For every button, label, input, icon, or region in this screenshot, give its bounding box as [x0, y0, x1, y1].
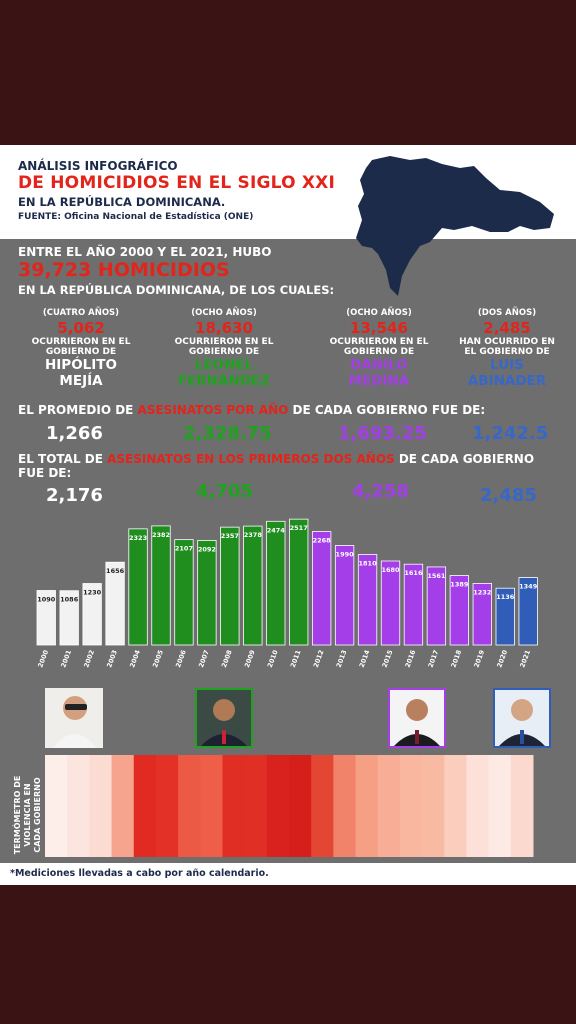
data-label: 1232 — [473, 588, 492, 597]
bar-2009 — [244, 526, 262, 645]
thermometer-cell-2021 — [511, 755, 534, 857]
x-tick-label: 2001 — [59, 648, 74, 669]
gov-text: OCURRIERON EN EL — [31, 337, 131, 347]
data-label: 1656 — [106, 567, 125, 576]
thermometer-cell-2011 — [289, 755, 312, 857]
first-two-heading — [18, 452, 534, 480]
data-label: 1349 — [519, 582, 538, 591]
thermometer-label — [8, 755, 48, 875]
data-label: 1616 — [404, 569, 423, 578]
data-label: 1136 — [496, 593, 515, 602]
average-value-mejia: 1,266 — [46, 423, 103, 444]
data-label: 1561 — [427, 571, 446, 580]
heading-text: EL TOTAL DE — [18, 452, 108, 466]
thermometer-cell-2014 — [356, 755, 379, 857]
gov-count: 2,485 — [483, 319, 531, 337]
x-tick-label: 2011 — [288, 648, 303, 669]
portrait-mejia — [45, 688, 103, 748]
average-heading — [18, 403, 485, 417]
gov-text: GOBIERNO DE — [188, 347, 260, 357]
thermometer-cell-2010 — [267, 755, 290, 857]
thermometer-cell-2005 — [156, 755, 179, 857]
gov-name: MEJÍA — [59, 373, 103, 389]
footnote-bar — [0, 863, 576, 885]
gov-text: OCURRIERON EN EL — [174, 337, 274, 347]
thermometer-cell-2008 — [222, 755, 245, 857]
first-two-value-abinader: 2,485 — [480, 485, 537, 506]
gov-name: ABINADER — [467, 373, 547, 389]
gov-abinader — [448, 308, 566, 389]
x-tick-label: 2007 — [197, 648, 211, 669]
gov-name: MEDINA — [348, 373, 410, 389]
intro-line3: EN LA REPÚBLICA DOMINICANA, DE LOS CUALES: — [18, 283, 335, 297]
gov-name: HIPÓLITO — [44, 357, 117, 373]
bar-2004 — [129, 529, 148, 645]
header-section — [0, 145, 576, 239]
x-tick-label: 2005 — [151, 648, 165, 669]
portrait-medina — [388, 688, 446, 748]
intro-total: 39,723 HOMICIDIOS — [18, 259, 230, 281]
x-tick-label: 2014 — [357, 648, 372, 669]
gov-fernandez — [165, 308, 283, 389]
first-two-value-fernandez: 4,705 — [196, 481, 253, 502]
infographic-panel — [0, 145, 576, 885]
x-tick-label: 2000 — [36, 648, 51, 669]
gov-count: 13,546 — [350, 319, 408, 337]
average-value-abinader: 1,242.5 — [472, 423, 549, 444]
header-line1: ANÁLISIS INFOGRÁFICO — [18, 159, 178, 173]
gov-years: (DOS AÑOS) — [477, 308, 537, 318]
data-label: 1389 — [450, 580, 469, 589]
bar-2010 — [267, 521, 286, 645]
gov-name: LEONEL — [194, 357, 254, 373]
footnote: *Mediciones llevadas a cabo por año calendario. — [10, 868, 269, 879]
first-two-value-medina: 4,258 — [352, 481, 409, 502]
thermometer-cell-2001 — [67, 755, 90, 857]
dominican-republic-map-icon — [350, 150, 555, 300]
data-label: 1086 — [60, 595, 79, 604]
thermometer-cell-2018 — [444, 755, 467, 857]
homicides-bar-chart — [0, 515, 576, 685]
thermometer-cell-2002 — [89, 755, 112, 857]
x-tick-label: 2013 — [334, 648, 349, 669]
gov-mejia — [22, 308, 140, 389]
thermometer-cell-2012 — [311, 755, 334, 857]
data-label: 2517 — [289, 524, 308, 533]
violence-thermometer — [44, 755, 534, 857]
portrait-abinader — [493, 688, 551, 748]
person-icon — [388, 688, 446, 748]
average-value-fernandez: 2,328.75 — [183, 423, 272, 444]
data-label: 2268 — [312, 536, 331, 545]
thermometer-cell-2000 — [45, 755, 68, 857]
header-line3: EN LA REPÚBLICA DOMINICANA. — [18, 195, 226, 209]
gov-text: EL GOBIERNO DE — [464, 347, 550, 357]
portrait-fernandez — [195, 688, 253, 748]
x-tick-label: 2004 — [128, 648, 142, 669]
thermometer-label-line: VIOLENCIA EN — [23, 783, 32, 847]
gov-text: GOBIERNO DE — [343, 347, 415, 357]
data-label: 1990 — [335, 550, 354, 559]
thermometer-cell-2017 — [422, 755, 445, 857]
bar-2014 — [358, 555, 377, 646]
x-tick-label: 2008 — [220, 648, 234, 669]
data-label: 2357 — [220, 532, 239, 541]
thermometer-cell-2003 — [112, 755, 135, 857]
x-tick-label: 2016 — [403, 648, 418, 669]
person-icon — [45, 688, 103, 748]
thermometer-cell-2009 — [245, 755, 268, 857]
data-label: 1810 — [358, 559, 377, 568]
person-icon — [195, 688, 253, 748]
first-two-value-mejia: 2,176 — [46, 485, 103, 506]
heading-text: FUE DE: — [18, 466, 72, 480]
thermometer-cell-2019 — [466, 755, 489, 857]
gov-name: LUIS — [490, 357, 524, 373]
bar-2011 — [289, 519, 308, 645]
x-tick-label: 2020 — [495, 648, 510, 669]
gov-name: FERNÁNDEZ — [177, 373, 271, 389]
data-label: 2092 — [197, 545, 216, 554]
data-label: 2378 — [243, 531, 262, 540]
gov-text: OCURRIERON EN EL — [329, 337, 429, 347]
bar-2012 — [312, 532, 331, 645]
gov-medina — [320, 308, 438, 389]
heading-highlight: ASESINATOS POR AÑO — [137, 403, 289, 417]
thermometer-cell-2016 — [400, 755, 423, 857]
header-title: DE HOMICIDIOS EN EL SIGLO XXI — [18, 173, 335, 193]
data-label: 2382 — [151, 530, 171, 539]
x-tick-label: 2009 — [242, 648, 257, 669]
average-value-medina: 1,693.25 — [338, 423, 427, 444]
gov-count: 18,630 — [195, 319, 253, 337]
gov-count: 5,062 — [57, 319, 105, 337]
data-label: 1090 — [37, 595, 56, 604]
thermometer-cell-2007 — [200, 755, 223, 857]
data-label: 1680 — [381, 566, 400, 574]
data-label: 2474 — [266, 526, 285, 535]
thermometer-label-line: CADA GOBIERNO — [33, 777, 42, 853]
intro-line1: ENTRE EL AÑO 2000 Y EL 2021, HUBO — [18, 245, 272, 259]
bar-2008 — [221, 527, 240, 645]
x-tick-label: 2002 — [82, 648, 97, 669]
bar-2007 — [198, 540, 217, 645]
x-tick-label: 2003 — [105, 648, 119, 669]
x-tick-label: 2019 — [472, 648, 487, 669]
x-tick-label: 2010 — [265, 648, 280, 669]
x-tick-label: 2015 — [380, 648, 395, 669]
thermometer-cell-2020 — [489, 755, 512, 857]
thermometer-label-line: TERMÓMETRO DE — [13, 775, 22, 855]
header-source: FUENTE: Oficina Nacional de Estadística (ONE) — [18, 212, 254, 222]
thermometer-cell-2004 — [134, 755, 157, 857]
gov-name: DANILO — [350, 357, 408, 373]
x-tick-label: 2018 — [449, 648, 464, 669]
x-tick-label: 2017 — [426, 648, 441, 669]
x-tick-label: 2021 — [518, 648, 533, 669]
x-tick-label: 2012 — [311, 648, 326, 669]
data-label: 1230 — [83, 588, 102, 597]
gov-years: (OCHO AÑOS) — [191, 308, 257, 318]
bar-2013 — [335, 546, 354, 646]
thermometer-cell-2015 — [378, 755, 401, 857]
heading-text: DE CADA GOBIERNO FUE DE: — [288, 403, 486, 417]
data-label: 2323 — [129, 533, 148, 542]
bar-2005 — [152, 526, 171, 645]
gov-years: (OCHO AÑOS) — [346, 308, 412, 318]
heading-highlight: ASESINATOS EN LOS PRIMEROS DOS AÑOS — [107, 452, 395, 466]
thermometer-cell-2013 — [333, 755, 356, 857]
gov-text: HAN OCURRIDO EN — [459, 337, 555, 347]
person-icon — [493, 688, 551, 748]
thermometer-cell-2006 — [178, 755, 201, 857]
heading-text: EL PROMEDIO DE — [18, 403, 138, 417]
bar-2006 — [175, 540, 194, 645]
gov-text: GOBIERNO DE — [45, 347, 117, 357]
x-tick-label: 2006 — [174, 648, 188, 669]
data-label: 2107 — [174, 544, 193, 553]
heading-text: DE CADA GOBIERNO — [394, 452, 535, 466]
gov-years: (CUATRO AÑOS) — [42, 308, 120, 318]
